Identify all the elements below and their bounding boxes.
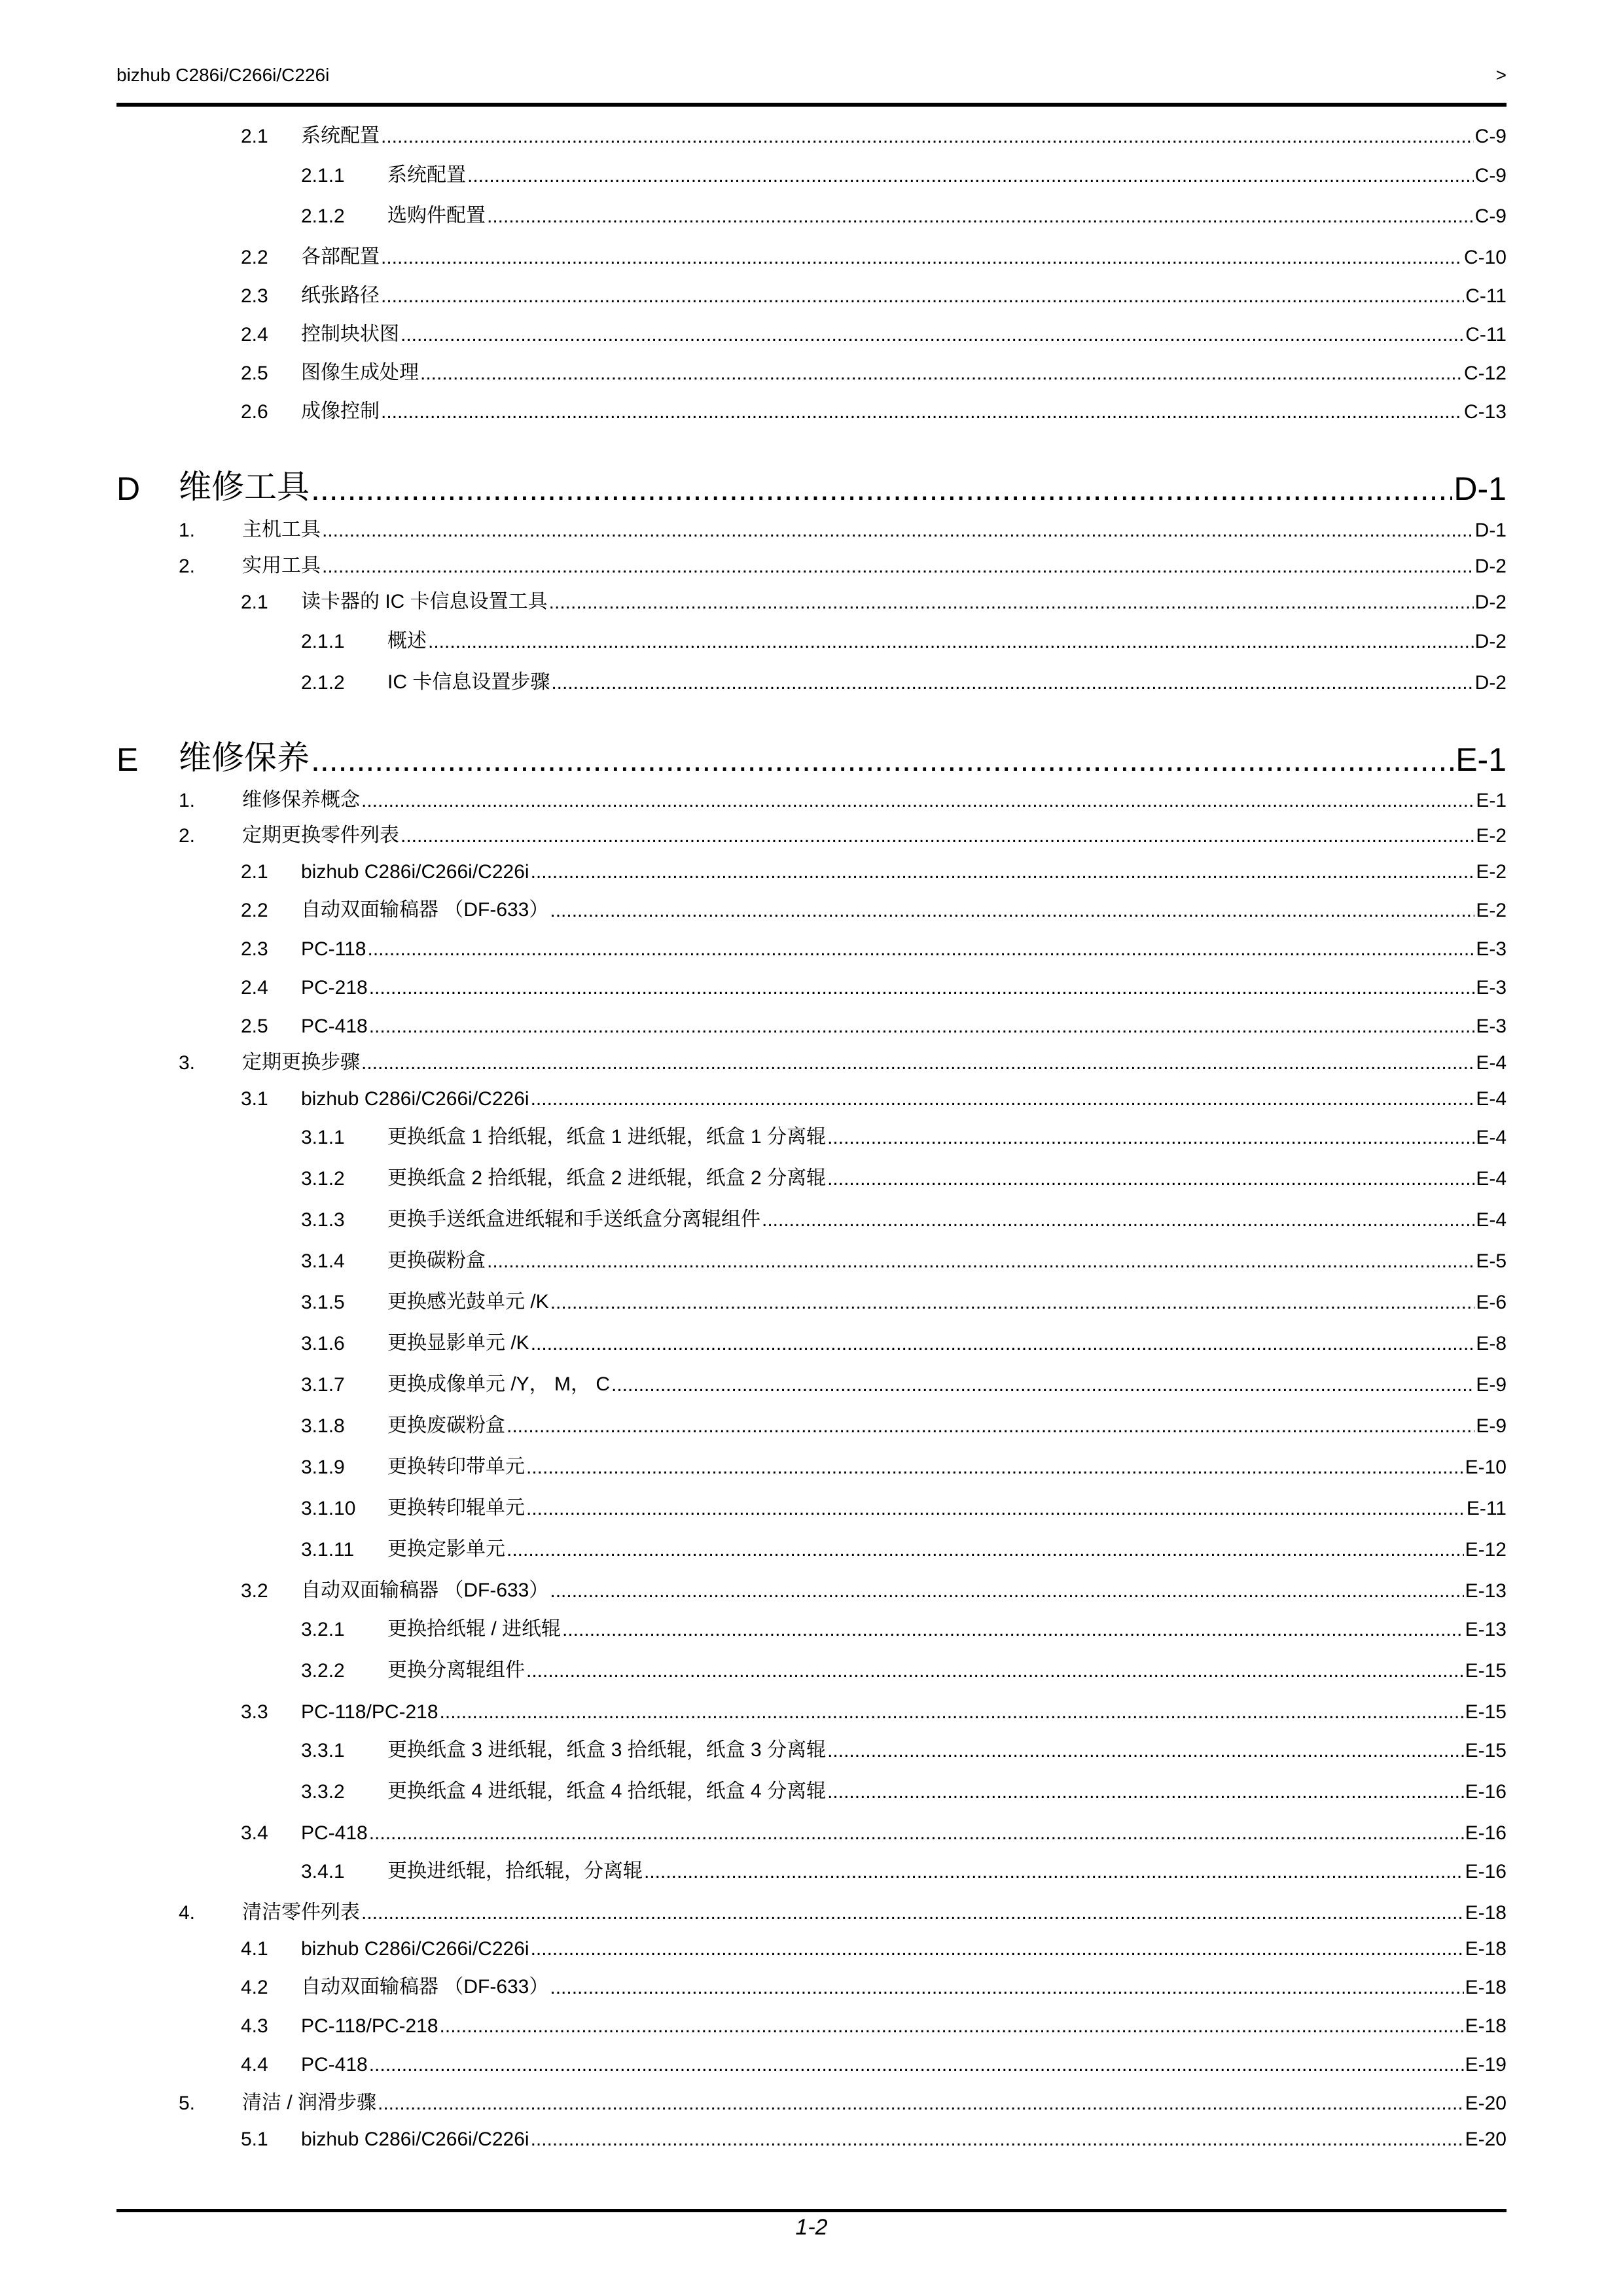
toc-entry-title: 更换拾纸辊 / 进纸辊 [387,1618,562,1640]
dot-leader [827,1740,1464,1762]
dot-leader [369,1822,1464,1845]
toc-entry[interactable] [116,1934,1507,1960]
dot-leader [440,1701,1464,1723]
toc-entry-number: 2.1.1 [301,165,345,186]
dot-leader [531,1938,1464,1960]
toc-entry[interactable] [116,821,1507,847]
toc-entry-number: 3.2.2 [301,1660,345,1682]
toc-entry[interactable] [116,1123,1507,1149]
toc-entry[interactable] [116,1898,1507,1924]
toc-entry-title: 读卡器的 IC 卡信息设置工具 [301,591,548,612]
dot-leader [507,1415,1474,1438]
toc-entry-number: 3.1.3 [301,1209,345,1231]
toc-entry-page: E-4 [1476,1168,1507,1190]
toc-entry[interactable] [116,397,1507,423]
toc-entry-title: 选购件配置 [387,205,486,226]
toc-entry-number: 3.1.1 [301,1127,345,1148]
toc-entry-page: C-10 [1463,247,1507,268]
toc-entry[interactable] [116,1329,1507,1355]
toc-entry-number: 2. [179,556,196,577]
dot-leader [361,1902,1464,1924]
toc-entry-title: bizhub C286i/C266i/C226i [301,861,529,883]
toc-entry-title: 主机工具 [242,519,321,540]
toc-entry-page: E-3 [1476,938,1507,960]
toc-entry-page: E-1 [1476,790,1507,811]
toc-entry-page: D-2 [1474,672,1507,694]
toc-entry-page: E-2 [1476,861,1507,883]
toc-entry-title: 更换纸盒 4 进纸辊，纸盒 4 拾纸辊，纸盒 4 分离辊 [387,1780,827,1802]
dot-leader [827,1127,1474,1149]
dot-leader [467,165,1474,187]
dot-leader [531,1333,1475,1355]
toc-entry-page: D-1 [1454,470,1507,507]
toc-entry-number: 2.1 [241,592,268,613]
toc-entry-number: 3. [179,1052,196,1074]
toc-entry[interactable] [116,1048,1507,1074]
toc-entry-title: 成像控制 [301,400,380,422]
toc-entry-number: 3.1.8 [301,1415,345,1437]
toc-entry-title: PC-418 [301,2054,368,2075]
toc-entry[interactable] [116,1736,1507,1762]
toc-entry[interactable] [116,1288,1507,1314]
toc-entry-title: 更换分离辊组件 [387,1659,525,1681]
toc-entry-title: 系统配置 [387,164,466,186]
dot-leader [531,2128,1464,2151]
dot-leader [549,592,1474,614]
toc-entry-number: 4.1 [241,1938,268,1960]
toc-entry-number: 2.5 [241,1016,268,1037]
dot-leader [550,900,1474,922]
toc-entry[interactable] [116,516,1507,542]
toc-entry-title: 更换纸盒 2 拾纸辊，纸盒 2 进纸辊，纸盒 2 分离辊 [387,1167,827,1189]
toc-entry-page: E-6 [1476,1292,1507,1313]
toc-entry-number: E [116,741,139,778]
toc-entry-title: PC-118 [301,938,366,960]
toc-entry-number: 3.2.1 [301,1619,345,1640]
toc-entry-title: bizhub C286i/C266i/C226i [301,1938,529,1960]
toc-entry-page: E-3 [1476,1016,1507,1037]
dot-leader [550,1292,1475,1314]
toc-entry[interactable] [116,1818,1507,1845]
toc-entry-title: 控制块状图 [301,323,399,345]
toc-entry-page: E-19 [1465,2054,1507,2075]
header-rule [116,103,1507,107]
dot-leader [311,470,1452,508]
toc-entry-number: 5.1 [241,2128,268,2150]
toc-entry-title: 更换转印带单元 [387,1456,525,1477]
toc-entry-title: 清洁零件列表 [242,1901,360,1923]
toc-entry-page: D-2 [1474,631,1507,652]
toc-entry[interactable] [116,896,1507,922]
toc-entry[interactable] [116,122,1507,148]
dot-leader [420,362,1463,385]
toc-entry[interactable] [116,1012,1507,1038]
toc-entry[interactable] [116,1615,1507,1641]
dot-leader [531,861,1475,883]
toc-entry[interactable] [116,2011,1507,2038]
toc-entry-number: 2.3 [241,938,268,960]
dot-leader [762,1209,1474,1231]
toc-entry-title: 纸张路径 [301,285,380,306]
toc-entry-number: 3.2 [241,1580,268,1602]
toc-entry[interactable] [116,1777,1507,1803]
dot-leader [507,1539,1464,1561]
toc-entry-title: 自动双面输稿器 （DF-633） [301,1580,549,1601]
toc-entry-title: 自动双面输稿器 （DF-633） [301,899,549,921]
toc-entry[interactable] [116,161,1507,187]
toc-entry-title: 更换感光鼓单元 /K [387,1291,549,1313]
dot-leader [611,1374,1474,1396]
toc-entry-number: 2.1 [241,126,268,147]
toc-entry[interactable] [116,2089,1507,2115]
toc-entry-page: E-18 [1465,1902,1507,1924]
toc-entry-page: E-4 [1476,1127,1507,1148]
toc-entry-page: E-18 [1465,1938,1507,1960]
toc-entry-page: E-2 [1476,900,1507,921]
toc-entry-page: E-1 [1455,741,1507,778]
dot-leader [401,825,1474,847]
toc-entry-number: 2.2 [241,900,268,921]
toc-entry[interactable] [116,857,1507,883]
toc-entry-title: bizhub C286i/C266i/C226i [301,1088,529,1110]
toc-entry-page: E-13 [1465,1580,1507,1602]
toc-entry[interactable] [116,1494,1507,1520]
dot-leader [381,126,1474,148]
toc-entry-page: C-13 [1463,401,1507,423]
toc-entry-page: C-12 [1463,362,1507,384]
toc-entry-title: PC-118/PC-218 [301,1701,438,1723]
toc-entry[interactable] [116,1973,1507,1999]
toc-entry-number: 3.1.6 [301,1333,345,1354]
toc-entry-title: 更换定影单元 [387,1538,505,1560]
toc-entry-page: E-11 [1466,1498,1507,1519]
toc-entry-page: E-8 [1476,1333,1507,1354]
toc-entry-number: 2. [179,825,196,847]
toc-entry-page: E-15 [1465,1701,1507,1723]
toc-entry-number: 3.3 [241,1701,268,1723]
toc-entry[interactable] [116,627,1507,653]
toc-entry[interactable] [116,588,1507,614]
dot-leader [368,938,1475,961]
toc-entry[interactable] [116,359,1507,385]
toc-entry[interactable] [116,552,1507,578]
toc-entry-title: bizhub C286i/C266i/C226i [301,2128,529,2150]
toc-entry-page: E-15 [1465,1740,1507,1761]
toc-entry-page: E-16 [1465,1781,1507,1803]
toc-entry-page: E-5 [1476,1250,1507,1272]
toc-entry-number: 3.1 [241,1088,268,1110]
dot-leader [369,977,1475,999]
toc-entry-number: 2.3 [241,285,268,307]
page-number: 1-2 [795,2215,828,2240]
toc-entry-title: 自动双面输稿器 （DF-633） [301,1976,549,1998]
toc-entry-page: C-11 [1465,285,1507,307]
toc-entry[interactable] [116,243,1507,269]
toc-entry-title: 更换纸盒 1 拾纸辊，纸盒 1 进纸辊，纸盒 1 分离辊 [387,1126,827,1148]
toc-entry-number: 3.1.11 [301,1539,355,1561]
toc-entry-title: 各部配置 [301,246,380,268]
toc-entry-page: C-9 [1474,205,1507,227]
toc-entry-page: C-9 [1474,165,1507,186]
toc-entry-number: 3.4.1 [301,1861,345,1882]
dot-leader [381,285,1464,308]
toc-entry-page: E-9 [1476,1374,1507,1396]
dot-leader [369,2054,1464,2076]
toc-entry-page: E-20 [1465,2093,1507,2114]
toc-entry-title: 更换碳粉盒 [387,1250,486,1271]
toc-entry-page: E-10 [1465,1457,1507,1478]
toc-entry-page: E-4 [1476,1052,1507,1074]
toc-entry[interactable] [116,1370,1507,1396]
dot-leader [322,520,1474,542]
toc-entry-page: D-1 [1474,520,1507,541]
toc-entry-title: 定期更换零件列表 [242,824,399,846]
toc-entry-title: 概述 [387,630,427,652]
toc-entry-number: 2.1.2 [301,205,345,227]
toc-entry-number: 4.4 [241,2054,268,2075]
dot-leader [551,672,1473,694]
toc-entry-page: E-3 [1476,977,1507,998]
toc-entry-number: 4.3 [241,2015,268,2037]
dot-leader [827,1781,1464,1803]
toc-entry-title: 更换显影单元 /K [387,1332,529,1354]
toc-entry[interactable] [116,1576,1507,1602]
dot-leader [311,741,1454,779]
toc-entry[interactable] [116,1857,1507,1883]
chapter-heading[interactable] [116,737,1507,779]
dot-leader [322,556,1474,578]
dot-leader [526,1660,1464,1682]
toc-entry-page: E-16 [1465,1861,1507,1882]
chapter-heading[interactable] [116,466,1507,508]
dot-leader [361,1052,1474,1074]
toc-entry[interactable] [116,786,1507,812]
toc-entry[interactable] [116,934,1507,961]
toc-entry-number: 3.1.2 [301,1168,345,1190]
toc-entry-number: 3.3.1 [301,1740,345,1761]
toc-entry-number: 1. [179,520,196,541]
toc-entry-title: 维修工具 [179,468,310,505]
toc-entry-page: E-4 [1476,1209,1507,1231]
toc-entry-number: 3.1.4 [301,1250,345,1272]
toc-entry-title: 更换进纸辊，拾纸辊，分离辊 [387,1860,643,1882]
toc-entry-page: E-18 [1465,1977,1507,1998]
toc-entry-page: D-2 [1474,592,1507,613]
toc-entry-title: 系统配置 [301,125,380,147]
toc-entry-title: PC-418 [301,1822,368,1844]
toc-entry[interactable] [116,1697,1507,1723]
toc-entry[interactable] [116,281,1507,308]
dot-leader [378,2093,1464,2115]
toc-entry[interactable] [116,202,1507,228]
toc-entry-number: 2.5 [241,362,268,384]
toc-entry-number: 3.1.7 [301,1374,345,1396]
toc-entry[interactable] [116,1453,1507,1479]
toc-entry-title: 更换转印辊单元 [387,1497,525,1519]
toc-entry[interactable] [116,1411,1507,1438]
dot-leader [440,2015,1464,2038]
dot-leader [369,1016,1475,1038]
dot-leader [526,1457,1464,1479]
toc-entry-number: 3.3.2 [301,1781,345,1803]
toc-entry-page: E-15 [1465,1660,1507,1682]
toc-entry-page: E-12 [1465,1539,1507,1561]
toc-entry-page: C-9 [1474,126,1507,147]
toc-entry-number: 2.6 [241,401,268,423]
toc-entry-number: 2.4 [241,324,268,345]
toc-entry[interactable] [116,1535,1507,1561]
dot-leader [487,1250,1474,1273]
toc-entry-title: PC-418 [301,1016,368,1037]
toc-entry-number: 2.4 [241,977,268,998]
dot-leader [381,401,1463,423]
toc-entry-number: 3.1.5 [301,1292,345,1313]
dot-leader [487,205,1474,228]
toc-entry-title: PC-118/PC-218 [301,2015,438,2037]
page-header [116,62,1507,101]
next-page-arrow[interactable]: > [1495,65,1507,85]
toc-entry-page: C-11 [1465,324,1507,345]
toc-entry-title: PC-218 [301,977,368,998]
toc-entry-page: E-13 [1465,1619,1507,1640]
dot-leader [562,1619,1464,1641]
dot-leader [550,1977,1463,1999]
toc-entry-number: 1. [179,790,196,811]
toc-entry-number: 2.1 [241,861,268,883]
toc-entry-number: 4. [179,1902,196,1924]
toc-entry-title: 更换手送纸盒进纸辊和手送纸盒分离辊组件 [387,1209,760,1230]
toc-entry-title: 更换成像单元 /Y， M， C [387,1373,611,1395]
dot-leader [531,1088,1475,1110]
toc-entry-title: 维修保养 [179,739,310,776]
toc-entry-title: 图像生成处理 [301,362,419,383]
toc-entry-page: E-9 [1476,1415,1507,1437]
dot-leader [361,790,1474,812]
toc-entry-title: 清洁 / 润滑步骤 [242,2092,377,2113]
toc-entry[interactable] [116,1246,1507,1273]
toc-entry-title: 实用工具 [242,555,321,576]
toc-entry[interactable] [116,2050,1507,2076]
toc-entry-page: E-16 [1465,1822,1507,1844]
toc-entry[interactable] [116,973,1507,999]
toc-entry-page: E-20 [1465,2128,1507,2150]
toc-entry-page: D-2 [1474,556,1507,577]
toc-entry-number: 5. [179,2093,196,2114]
toc-entry-number: 4.2 [241,1977,268,1998]
toc-entry-number: 2.1.2 [301,672,345,694]
header-title: bizhub C286i/C266i/C226i [116,65,330,85]
toc-entry[interactable] [116,2125,1507,2151]
footer-rule [116,2209,1507,2212]
toc-entry-number: 3.1.9 [301,1457,345,1478]
toc-entry[interactable] [116,1205,1507,1231]
toc-entry[interactable] [116,668,1507,694]
dot-leader [526,1498,1465,1520]
toc-entry[interactable] [116,1656,1507,1682]
toc-entry-title: 定期更换步骤 [242,1051,360,1073]
toc-entry-number: 3.4 [241,1822,268,1844]
dot-leader [401,324,1464,346]
dot-leader [428,631,1474,653]
toc-entry-title: 更换废碳粉盒 [387,1415,505,1436]
toc-entry-title: 更换纸盒 3 进纸辊，纸盒 3 拾纸辊，纸盒 3 分离辊 [387,1739,827,1761]
toc-entry-number: D [116,470,141,507]
toc-entry-number: 3.1.10 [301,1498,356,1519]
toc-entry[interactable] [116,320,1507,346]
dot-leader [381,247,1463,269]
dot-leader [644,1861,1464,1883]
toc-entry-page: E-2 [1476,825,1507,847]
toc-entry-number: 2.2 [241,247,268,268]
toc-entry-page: E-18 [1465,2015,1507,2037]
toc-entry-page: E-4 [1476,1088,1507,1110]
dot-leader [550,1580,1463,1602]
toc-entry-title: 维修保养概念 [242,789,360,811]
toc-entry[interactable] [116,1084,1507,1110]
dot-leader [827,1168,1474,1190]
toc-entry-number: 2.1.1 [301,631,345,652]
toc-entry[interactable] [116,1164,1507,1190]
toc-entry-title: IC 卡信息设置步骤 [387,671,550,693]
